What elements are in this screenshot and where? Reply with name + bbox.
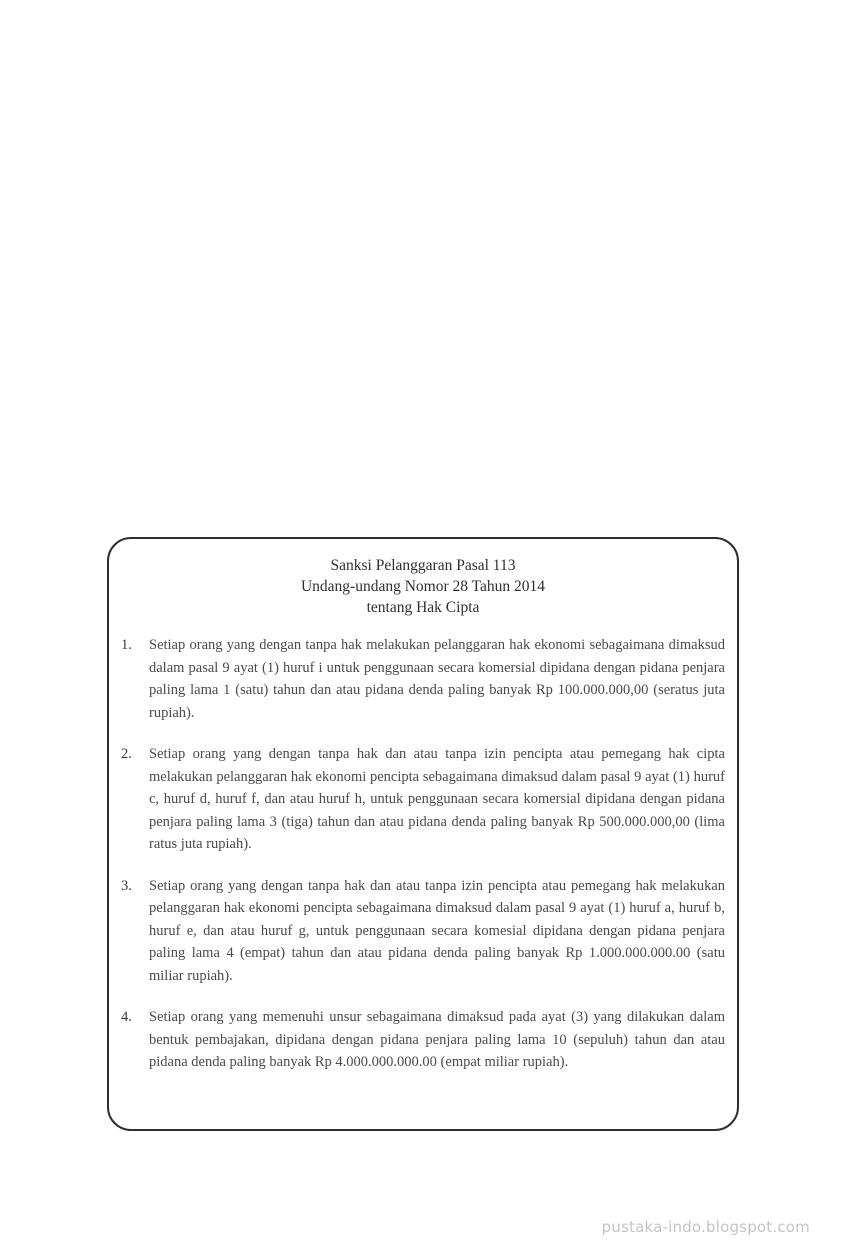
item-number: 3. bbox=[121, 877, 132, 894]
item-text: Setiap orang yang dengan tanpa hak dan atau tanpa izin pencipta atau pemegang hak cipta melakukan pelanggaran hak ekonomi pencipta sebagaimana dimaksud dalam pasal 9 ayat (1) huruf c, huruf d, huruf f, dan atau huruf h, untuk penggunaan secara komersial dipidana dengan pidana penjara paling lama 3 (tiga) tahun dan atau pidana denda paling banyak Rp 500.000.000,00 (lima ratus juta rupiah). bbox=[149, 746, 725, 852]
heading-line-1: Sanksi Pelanggaran Pasal 113 bbox=[330, 557, 516, 574]
heading-line-3: tentang Hak Cipta bbox=[366, 599, 480, 616]
item-text: Setiap orang yang dengan tanpa hak dan atau tanpa izin pencipta atau pemegang hak melakukan pelanggaran hak ekonomi pencipta sebagaimana dimaksud dalam pasal 9 ayat (1) huruf a, huruf b, huruf e, dan atau huruf g, untuk penggunaan secara komesial dipidana dengan pidana penjara paling lama 4 (empat) tahun dan atau pidana denda paling banyak Rp 1.000.000.000.00 (satu miliar rupiah). bbox=[149, 877, 725, 984]
list-item bbox=[121, 634, 725, 724]
item-text: Setiap orang yang dengan tanpa hak melakukan pelanggaran hak ekonomi sebagaimana dimaksud dalam pasal 9 ayat (1) huruf i untuk penggunaan secara komersial dipidana dengan pidana penjara paling lama 1 (satu) tahun dan atau pidana denda paling banyak Rp 100.000.000,00 (seratus juta rupiah). bbox=[149, 637, 725, 721]
notice-heading bbox=[121, 555, 725, 618]
list-item bbox=[121, 875, 725, 988]
item-number: 2. bbox=[121, 746, 132, 762]
list-item bbox=[121, 743, 725, 856]
sanction-list bbox=[121, 634, 725, 1074]
heading-line-2: Undang-undang Nomor 28 Tahun 2014 bbox=[300, 578, 545, 595]
item-text: Setiap orang yang memenuhi unsur sebagaimana dimaksud pada ayat (3) yang dilakukan dalam bentuk pembajakan, dipidana dengan pidana penjara paling lama 10 (sepuluh) tahun dan atau pidana denda paling banyak Rp 4.000.000.000.00 (empat miliar rupiah). bbox=[149, 1009, 725, 1070]
item-number: 1. bbox=[121, 637, 132, 653]
copyright-sanction-notice bbox=[107, 537, 739, 1131]
list-item bbox=[121, 1006, 725, 1074]
watermark-text: pustaka-indo.blogspot.com bbox=[601, 1218, 810, 1236]
item-number: 4. bbox=[121, 1009, 132, 1025]
